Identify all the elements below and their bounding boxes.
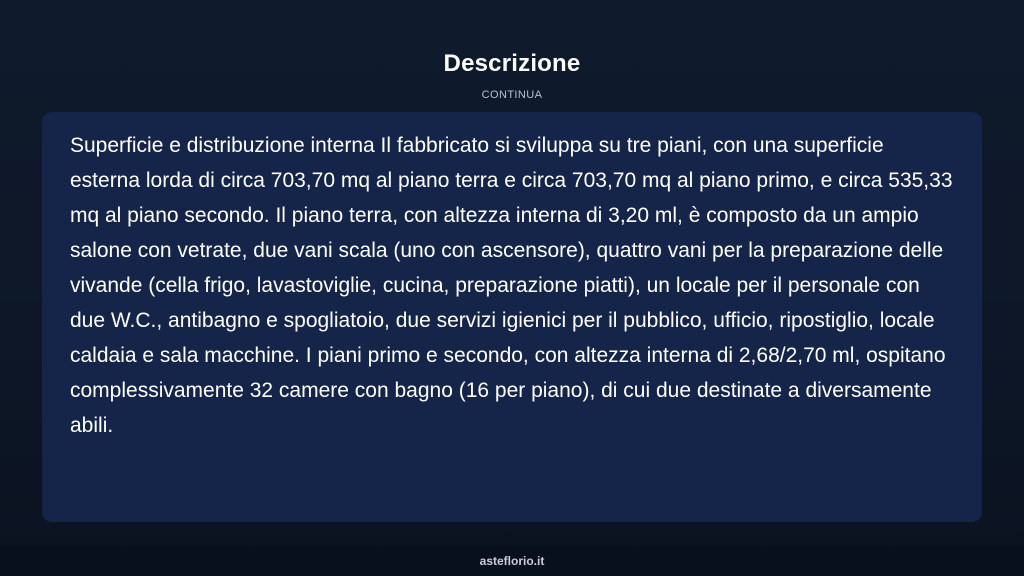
footer-site: asteflorio.it: [479, 554, 545, 568]
page-title: Descrizione: [443, 50, 581, 77]
description-text: Superficie e distribuzione interna Il fabbricato si sviluppa su tre piani, con una superficie esterna lorda di circa 703,70 mq al piano terra e circa 703,70 mq al piano primo, e circa 535,33 mq al piano secondo. Il piano terra, con altezza interna di 3,20 ml, è composto da un ampio salone con vetrate, due vani scala (uno con ascensore), quattro vani per la preparazione delle vivande (cella frigo, lavastoviglie, cucina, preparazione piatti), un locale per il personale con due W.C., antibagno e spogliatoio, due servizi igienici per il pubblico, ufficio, ripostiglio, locale caldaia e sala macchine. I piani primo e secondo, con altezza interna di 2,68/2,70 ml, ospitano complessivamente 32 camere con bagno (16 per piano), di cui due destinate a diversamente abili.: [70, 134, 953, 437]
footer-bar: [0, 546, 1024, 576]
description-card: [42, 112, 982, 522]
page-subtitle: CONTINUA: [481, 89, 543, 101]
page-header: [0, 48, 1024, 102]
